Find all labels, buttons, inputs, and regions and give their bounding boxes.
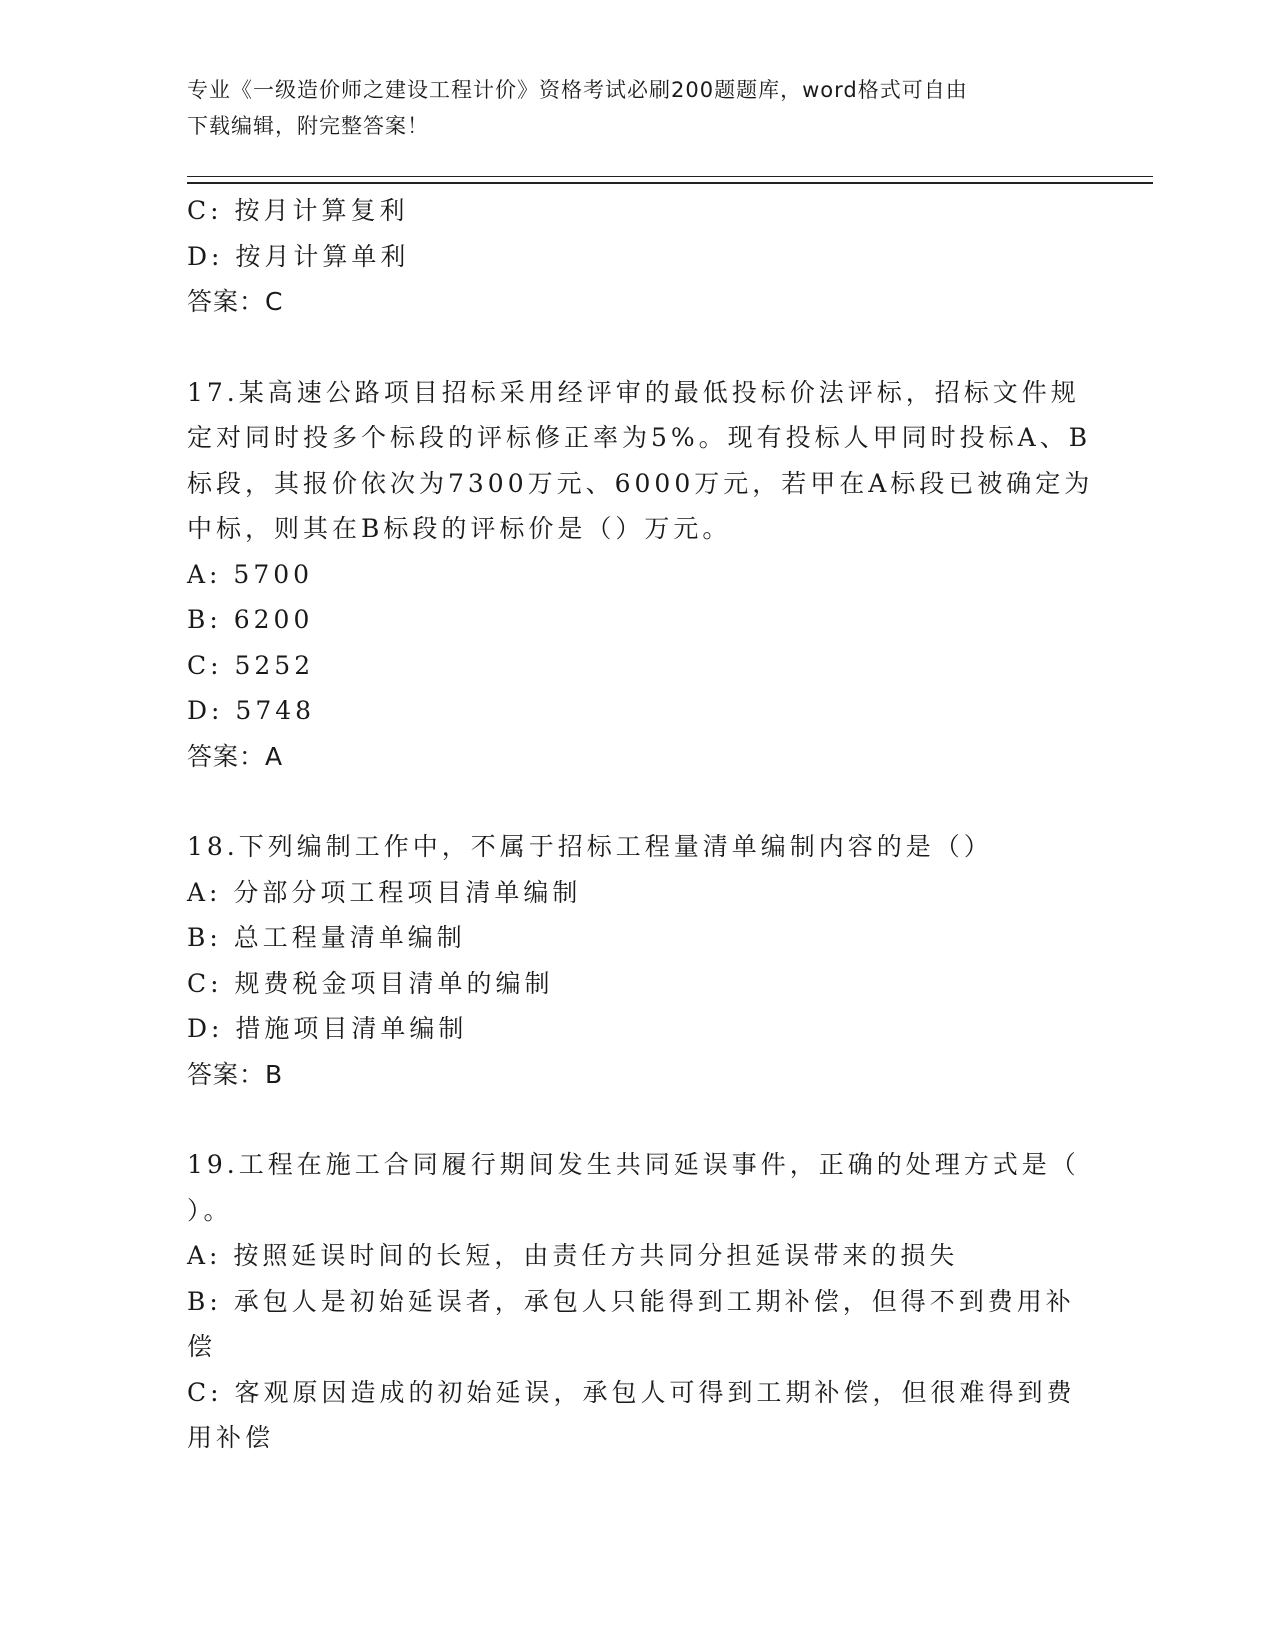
option-b: B: 总工程量清单编制: [187, 923, 466, 952]
option-a: A: 5700: [187, 559, 314, 589]
answer: 答案：A: [187, 741, 284, 771]
option-d: D: 措施项目清单编制: [187, 1014, 468, 1043]
answer: 答案：B: [187, 1059, 284, 1089]
option-c: C: 按月计算复利: [187, 196, 409, 225]
option-b-continued: 偿: [187, 1332, 217, 1361]
question-19: [187, 1142, 1087, 1461]
question-text-line: 18.下列编制工作中，不属于招标工程量清单编制内容的是（）: [187, 832, 993, 861]
option-a: A: 分部分项工程项目清单编制: [187, 877, 582, 907]
header-line-2: 下载编辑，附完整答案！: [187, 114, 429, 138]
option-d: D: 按月计算单利: [187, 241, 410, 271]
answer: 答案：C: [187, 287, 284, 316]
option-c: C: 规费税金项目清单的编制: [187, 968, 554, 998]
question-content: [187, 188, 1094, 1461]
document-header: [187, 72, 1067, 144]
option-d: D: 5748: [187, 696, 316, 725]
header-rule-thin: [187, 176, 1153, 177]
option-c-continued: 用补偿: [187, 1423, 275, 1452]
question-text-line: 17.某高速公路项目招标采用经评审的最低投标价法评标，招标文件规: [187, 377, 1080, 407]
option-b: B: 承包人是初始延误者，承包人只能得到工期补偿，但得不到费用补: [187, 1286, 1075, 1316]
question-17: [187, 370, 1094, 780]
question-text-line: 中标，则其在B标段的评标价是（）万元。: [187, 514, 732, 543]
question-18: [187, 824, 1087, 1097]
option-a: A: 按照延误时间的长短，由责任方共同分担延误带来的损失: [187, 1241, 959, 1270]
header-rule-thick: [187, 182, 1153, 184]
question-text-line: ）。: [187, 1195, 233, 1225]
option-c: C: 客观原因造成的初始延误，承包人可得到工期补偿，但很难得到费: [187, 1377, 1076, 1407]
header-line-1: 专业《一级造价师之建设工程计价》资格考试必刷200题题库，word格式可自由: [187, 78, 968, 102]
question-text-line: 定对同时投多个标段的评标修正率为5%。现有投标人甲同时投标A、B: [187, 423, 1092, 452]
previous-question-tail: [187, 188, 1087, 325]
option-c: C: 5252: [187, 650, 315, 680]
question-text-line: 标段，其报价依次为7300万元、6000万元，若甲在A标段已被确定为: [187, 468, 1094, 498]
question-text-line: 19.工程在施工合同履行期间发生共同延误事件，正确的处理方式是（: [187, 1150, 1080, 1179]
option-b: B: 6200: [187, 605, 314, 634]
